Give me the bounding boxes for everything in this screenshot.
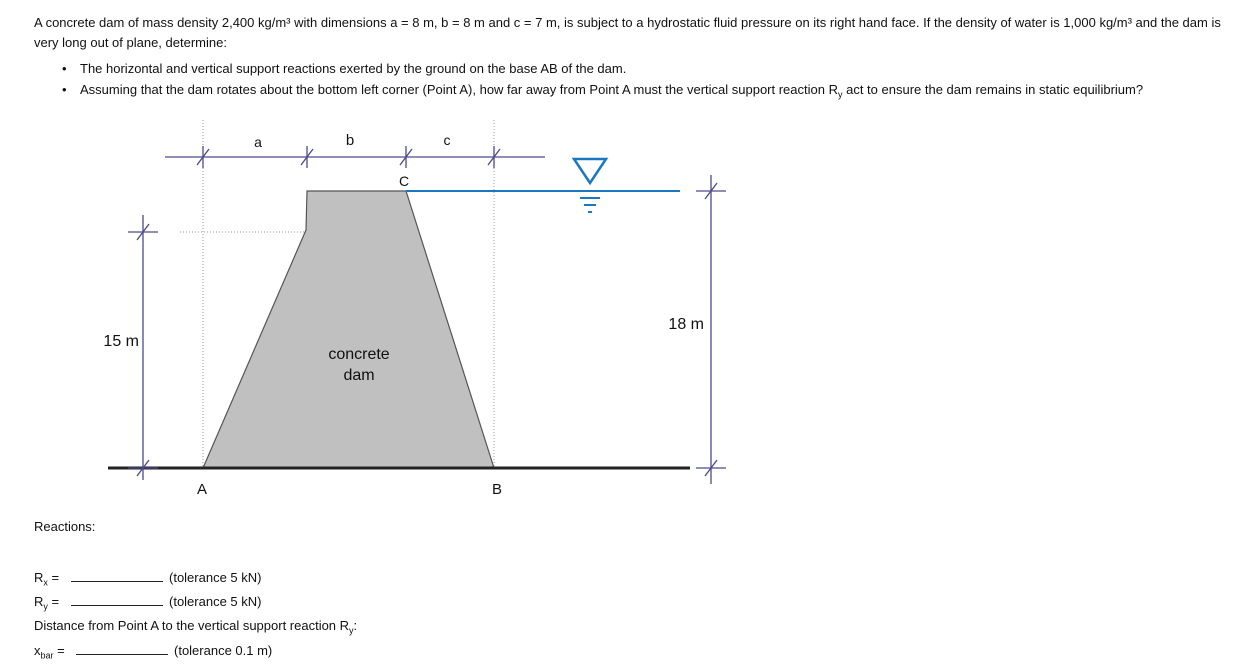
dam-label-line1: concrete xyxy=(328,346,390,363)
problem-intro: A concrete dam of mass density 2,400 kg/m³ with dimensions a = 8 m, b = 8 m and c = 7 m, is subject to a hydrostatic fluid pressure on its right hand face. If the density of water is 1,000 kg/m³ and the dam is very long out of plane, determine: xyxy=(34,15,1221,50)
label-c: c xyxy=(443,132,451,148)
ry-symbol: $R_y$ = xyxy=(34,594,60,612)
xbar-symbol: $x_{bar}$ = xyxy=(34,643,65,661)
label-point-b: B xyxy=(491,481,503,498)
label-15m: 15 m xyxy=(103,333,139,350)
label-18m: 18 m xyxy=(668,316,704,333)
ry-tolerance: (tolerance 5 kN) xyxy=(169,594,262,609)
label-point-c: C xyxy=(398,173,410,189)
ry-input[interactable] xyxy=(71,593,163,606)
xbar-input[interactable] xyxy=(76,642,168,655)
reactions-heading: Reactions: xyxy=(34,519,96,534)
rx-symbol: $R_x$ = xyxy=(34,570,60,588)
task-item-distance: • Assuming that the dam rotates about the bottom left corner (Point A), how far away from Point A must the vertical support reaction $R_y$ act to ensure the dam remains in static equilibrium? xyxy=(62,79,1242,106)
dam-label-line2: dam xyxy=(343,367,375,384)
label-point-a: A xyxy=(196,481,208,498)
answer-row-ry xyxy=(34,593,262,612)
distance-label: Distance from Point A to the vertical support reaction $R_y$: xyxy=(34,618,358,636)
concrete-dam xyxy=(203,191,494,468)
answer-row-rx xyxy=(34,569,262,588)
rx-tolerance: (tolerance 5 kN) xyxy=(169,570,262,585)
water-level-icon xyxy=(574,159,606,183)
label-b: b xyxy=(345,132,355,149)
label-a: a xyxy=(254,134,262,150)
xbar-tolerance: (tolerance 0.1 m) xyxy=(174,643,273,658)
answer-row-xbar xyxy=(34,642,273,661)
top-dimension xyxy=(165,146,545,168)
task-item-reactions: • The horizontal and vertical support reactions exerted by the ground on the base AB of the dam. xyxy=(62,58,1242,79)
rx-input[interactable] xyxy=(71,569,163,582)
